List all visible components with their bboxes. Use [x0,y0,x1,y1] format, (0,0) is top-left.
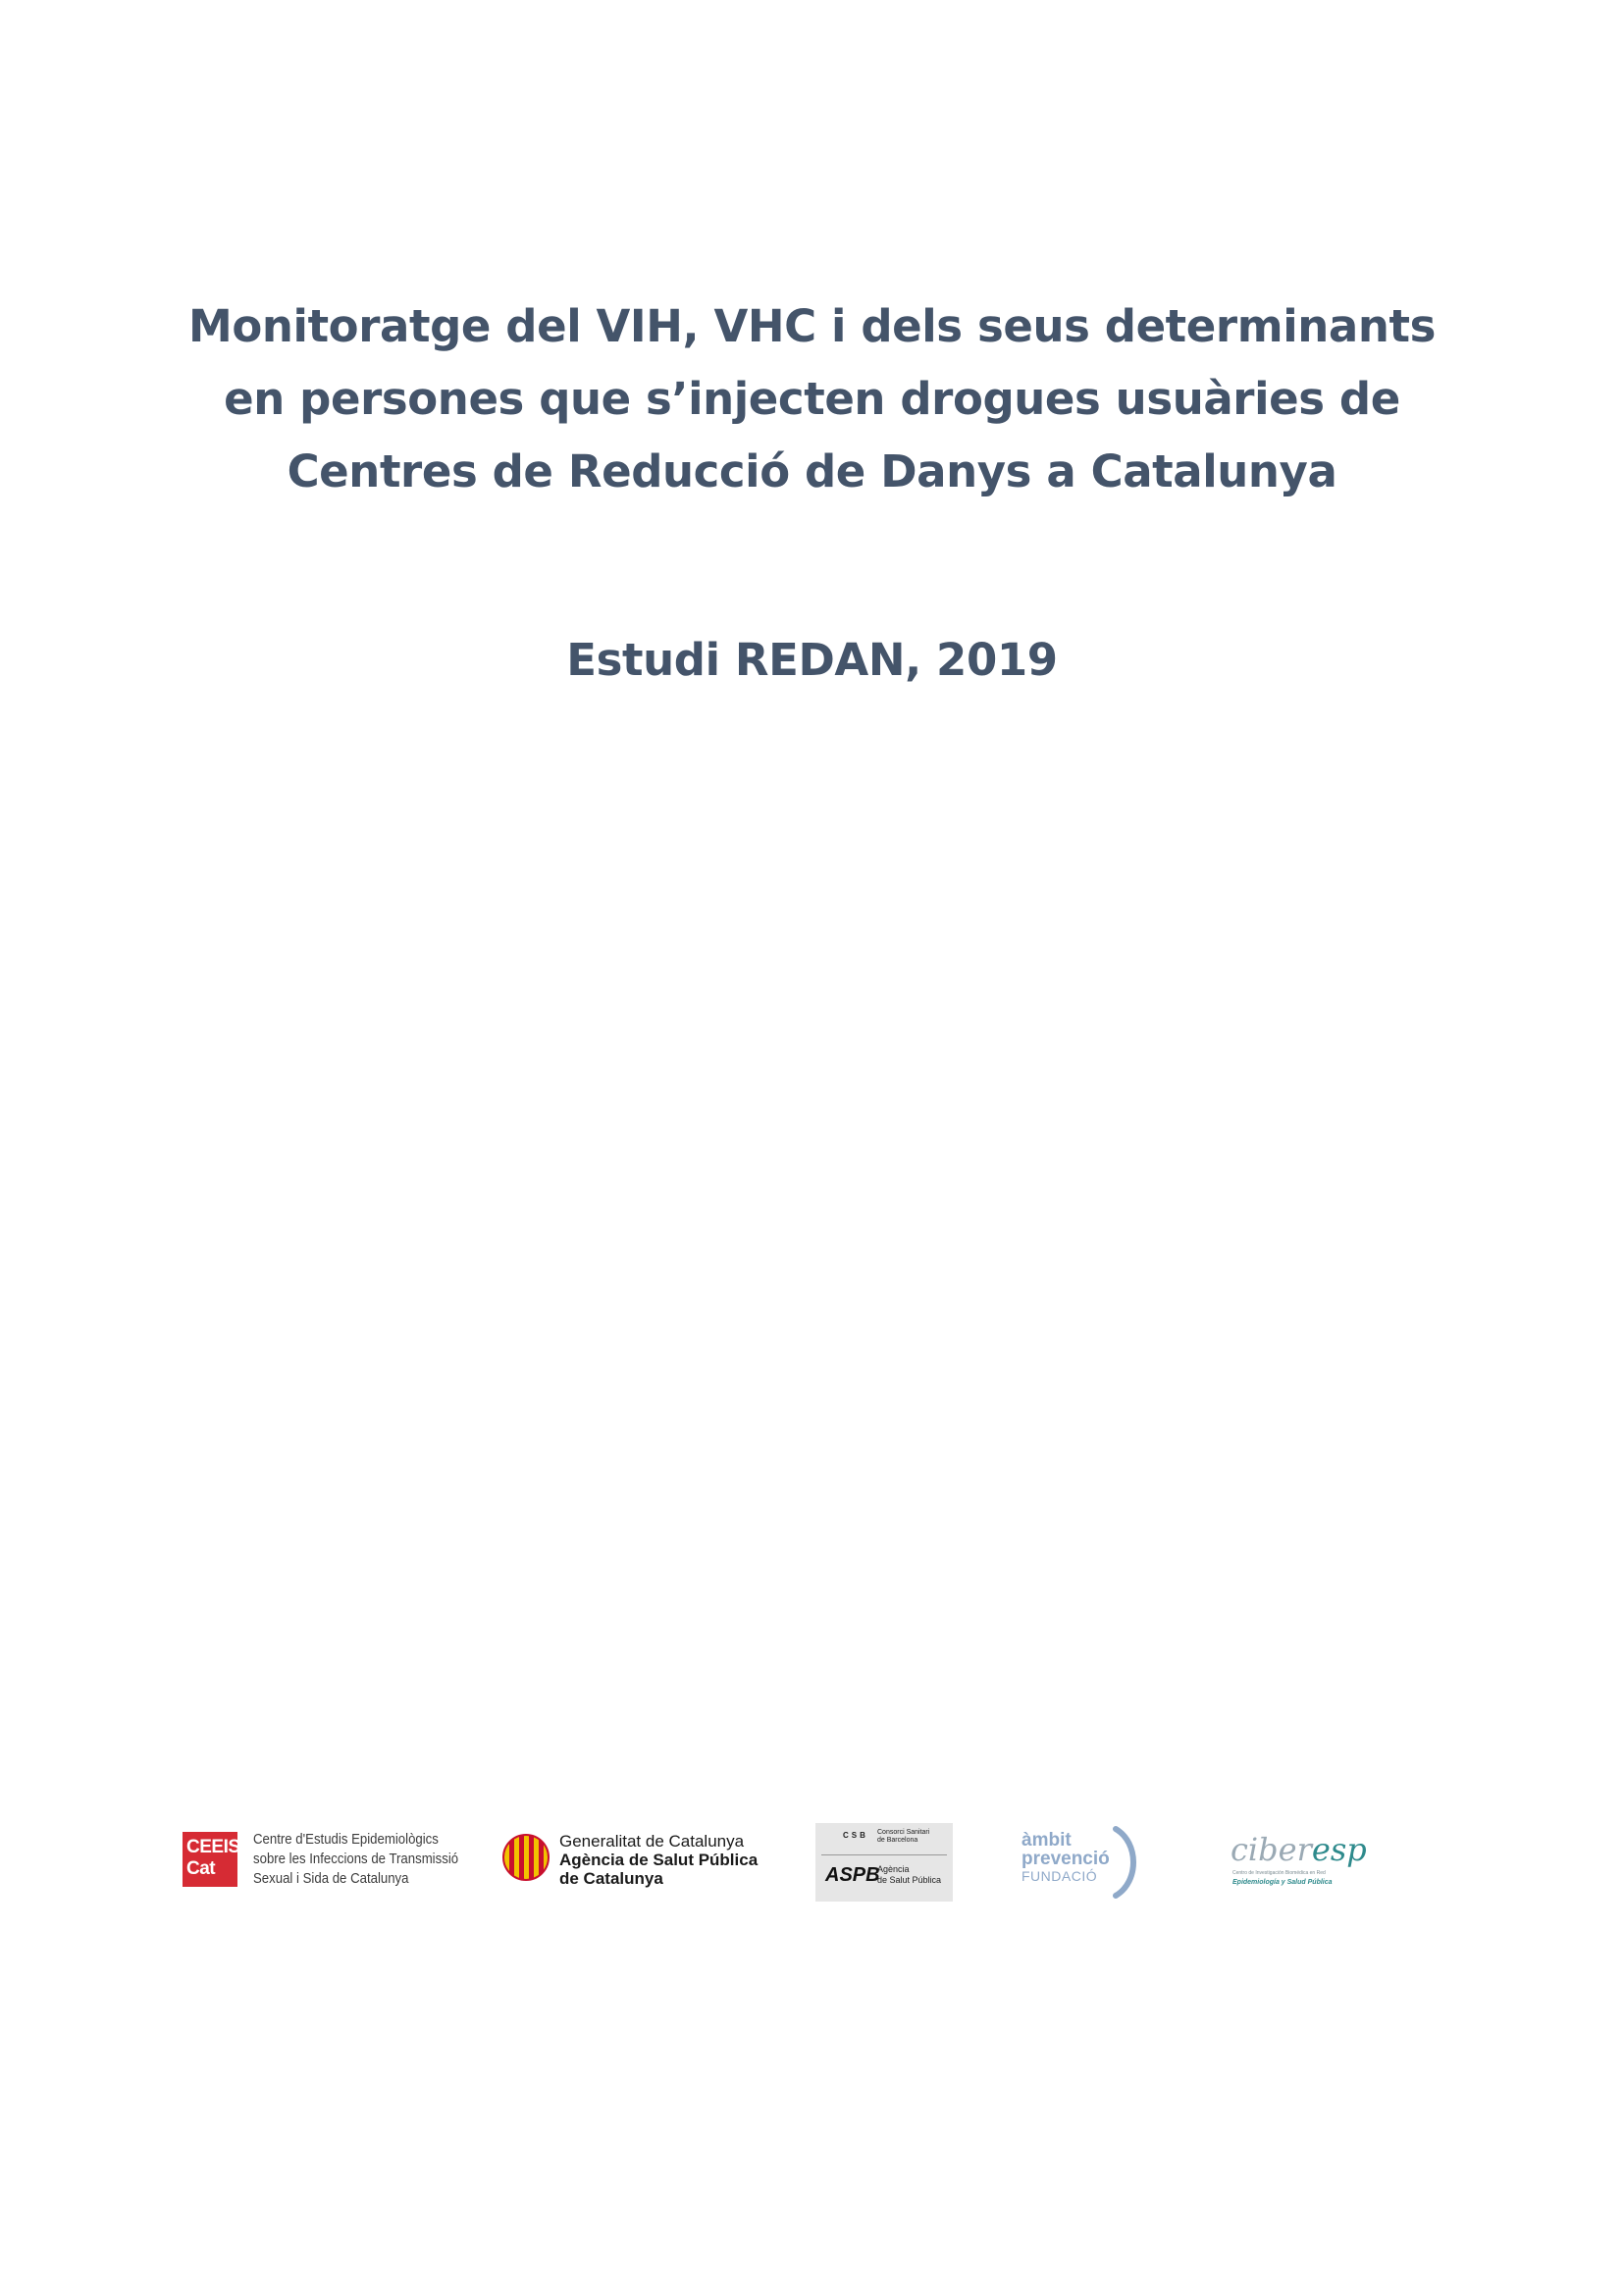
ceeis-text-line2: sobre les Infeccions de Transmissió [253,1851,459,1867]
ceeis-text-line3: Sexual i Sida de Catalunya [253,1870,409,1887]
csb-text [877,1829,929,1845]
csb-divider [821,1854,947,1855]
ambit-line3: FUNDACIÓ [1022,1868,1098,1884]
document-subtitle: Estudi REDAN, 2019 [566,634,1058,686]
ceeis-text-line1: Centre d'Estudis Epidemiològics [253,1831,439,1848]
ciberesp-word-part1: ciber [1231,1831,1312,1868]
aspb-text-line1: Agència [877,1864,910,1874]
ciberesp-wordmark [1231,1831,1367,1868]
csb-text-line1: Consorci Sanitari [877,1829,930,1836]
csb-mark: CSB [843,1831,868,1840]
ambit-line2: prevenció [1022,1849,1110,1869]
aspb-text-line2: de Salut Pública [877,1875,942,1885]
ambit-line1: àmbit [1022,1830,1072,1851]
title-line-2: en persones que s’injecten drogues usuàries de [224,373,1400,425]
aspb-mark: ASPB [825,1864,880,1886]
title-line-3: Centres de Reducció de Danys a Catalunya [287,445,1337,497]
ceeis-mark-line2: Cat [186,1858,216,1879]
csb-aspb-logo [815,1823,953,1902]
document-title [0,290,1624,508]
title-line-1: Monitoratge del VIH, VHC i dels seus determinants [188,300,1436,352]
logos-row [0,1815,1624,1913]
aspb-text [877,1864,941,1886]
generalitat-text-line1: Generalitat de Catalunya [559,1832,745,1851]
generalitat-text-line2: Agència de Salut Pública [559,1851,759,1869]
generalitat-logo [502,1830,777,1889]
ciberesp-word-part2: esp [1311,1831,1367,1868]
ciberesp-logo [1231,1831,1368,1896]
ceeis-cat-logo [183,1828,467,1893]
generalitat-text-line3: de Catalunya [559,1869,663,1888]
generalitat-emblem-icon [502,1834,550,1881]
generalitat-text [559,1832,758,1888]
csb-text-line2: de Barcelona [877,1837,918,1844]
ceeis-text [253,1830,458,1889]
ambit-prevencio-logo [1022,1825,1149,1900]
ciberesp-sub-line2: Epidemiología y Salud Pública [1232,1879,1333,1886]
ceeis-mark [183,1832,240,1887]
ambit-text [1022,1831,1110,1885]
ceeis-mark-line1: CEEIS [186,1837,240,1857]
ambit-arc-icon [1110,1825,1145,1900]
ciberesp-sub-line: Centro de Investigación Biomédica en Red [1232,1870,1326,1876]
